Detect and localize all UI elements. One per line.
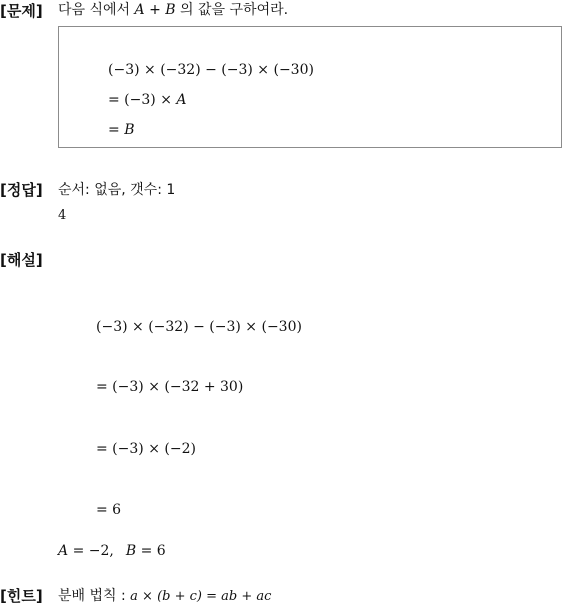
result-val-a: = −2, <box>68 543 114 559</box>
hint-rule: a × (b + c) = ab + ac <box>130 589 272 604</box>
box-line-3 <box>108 121 134 139</box>
hint-line <box>58 587 271 606</box>
explanation-label: [해설] <box>0 251 43 269</box>
box-line-2-prefix: = (−3) × <box>108 92 177 108</box>
prompt-var-a: A <box>134 2 145 18</box>
explanation-step-4: = 6 <box>96 502 122 518</box>
box-line-3-var: B <box>124 122 135 138</box>
hint-label: [힌트] <box>0 587 43 605</box>
answer-label: [정답] <box>0 181 43 199</box>
answer-value: 4 <box>58 208 67 223</box>
answer-meta: 순서: 없음, 갯수: 1 <box>58 182 176 198</box>
prompt-text-before: 다음 식에서 <box>58 2 135 18</box>
explanation-step-3: = (−3) × (−2) <box>96 441 196 457</box>
box-line-1: (−3) × (−32) − (−3) × (−30) <box>108 62 314 78</box>
box-line-3-prefix: = <box>108 122 125 138</box>
hint-text: 분배 법칙 : <box>58 588 131 604</box>
problem-prompt <box>58 1 288 19</box>
prompt-plus: + <box>144 2 166 18</box>
problem-label: [문제] <box>0 2 43 20</box>
result-var-a: A <box>58 543 69 559</box>
explanation-step-2: = (−3) × (−32 + 30) <box>96 379 244 395</box>
result-val-b: = 6 <box>136 543 166 559</box>
explanation-step-1: (−3) × (−32) − (−3) × (−30) <box>96 319 302 335</box>
box-line-2-var: A <box>176 92 187 108</box>
prompt-text-after: 의 값을 구하여라. <box>175 2 289 18</box>
explanation-result <box>58 542 166 560</box>
prompt-var-b: B <box>165 2 176 18</box>
box-line-2 <box>108 91 187 109</box>
result-var-b: B <box>125 543 137 559</box>
